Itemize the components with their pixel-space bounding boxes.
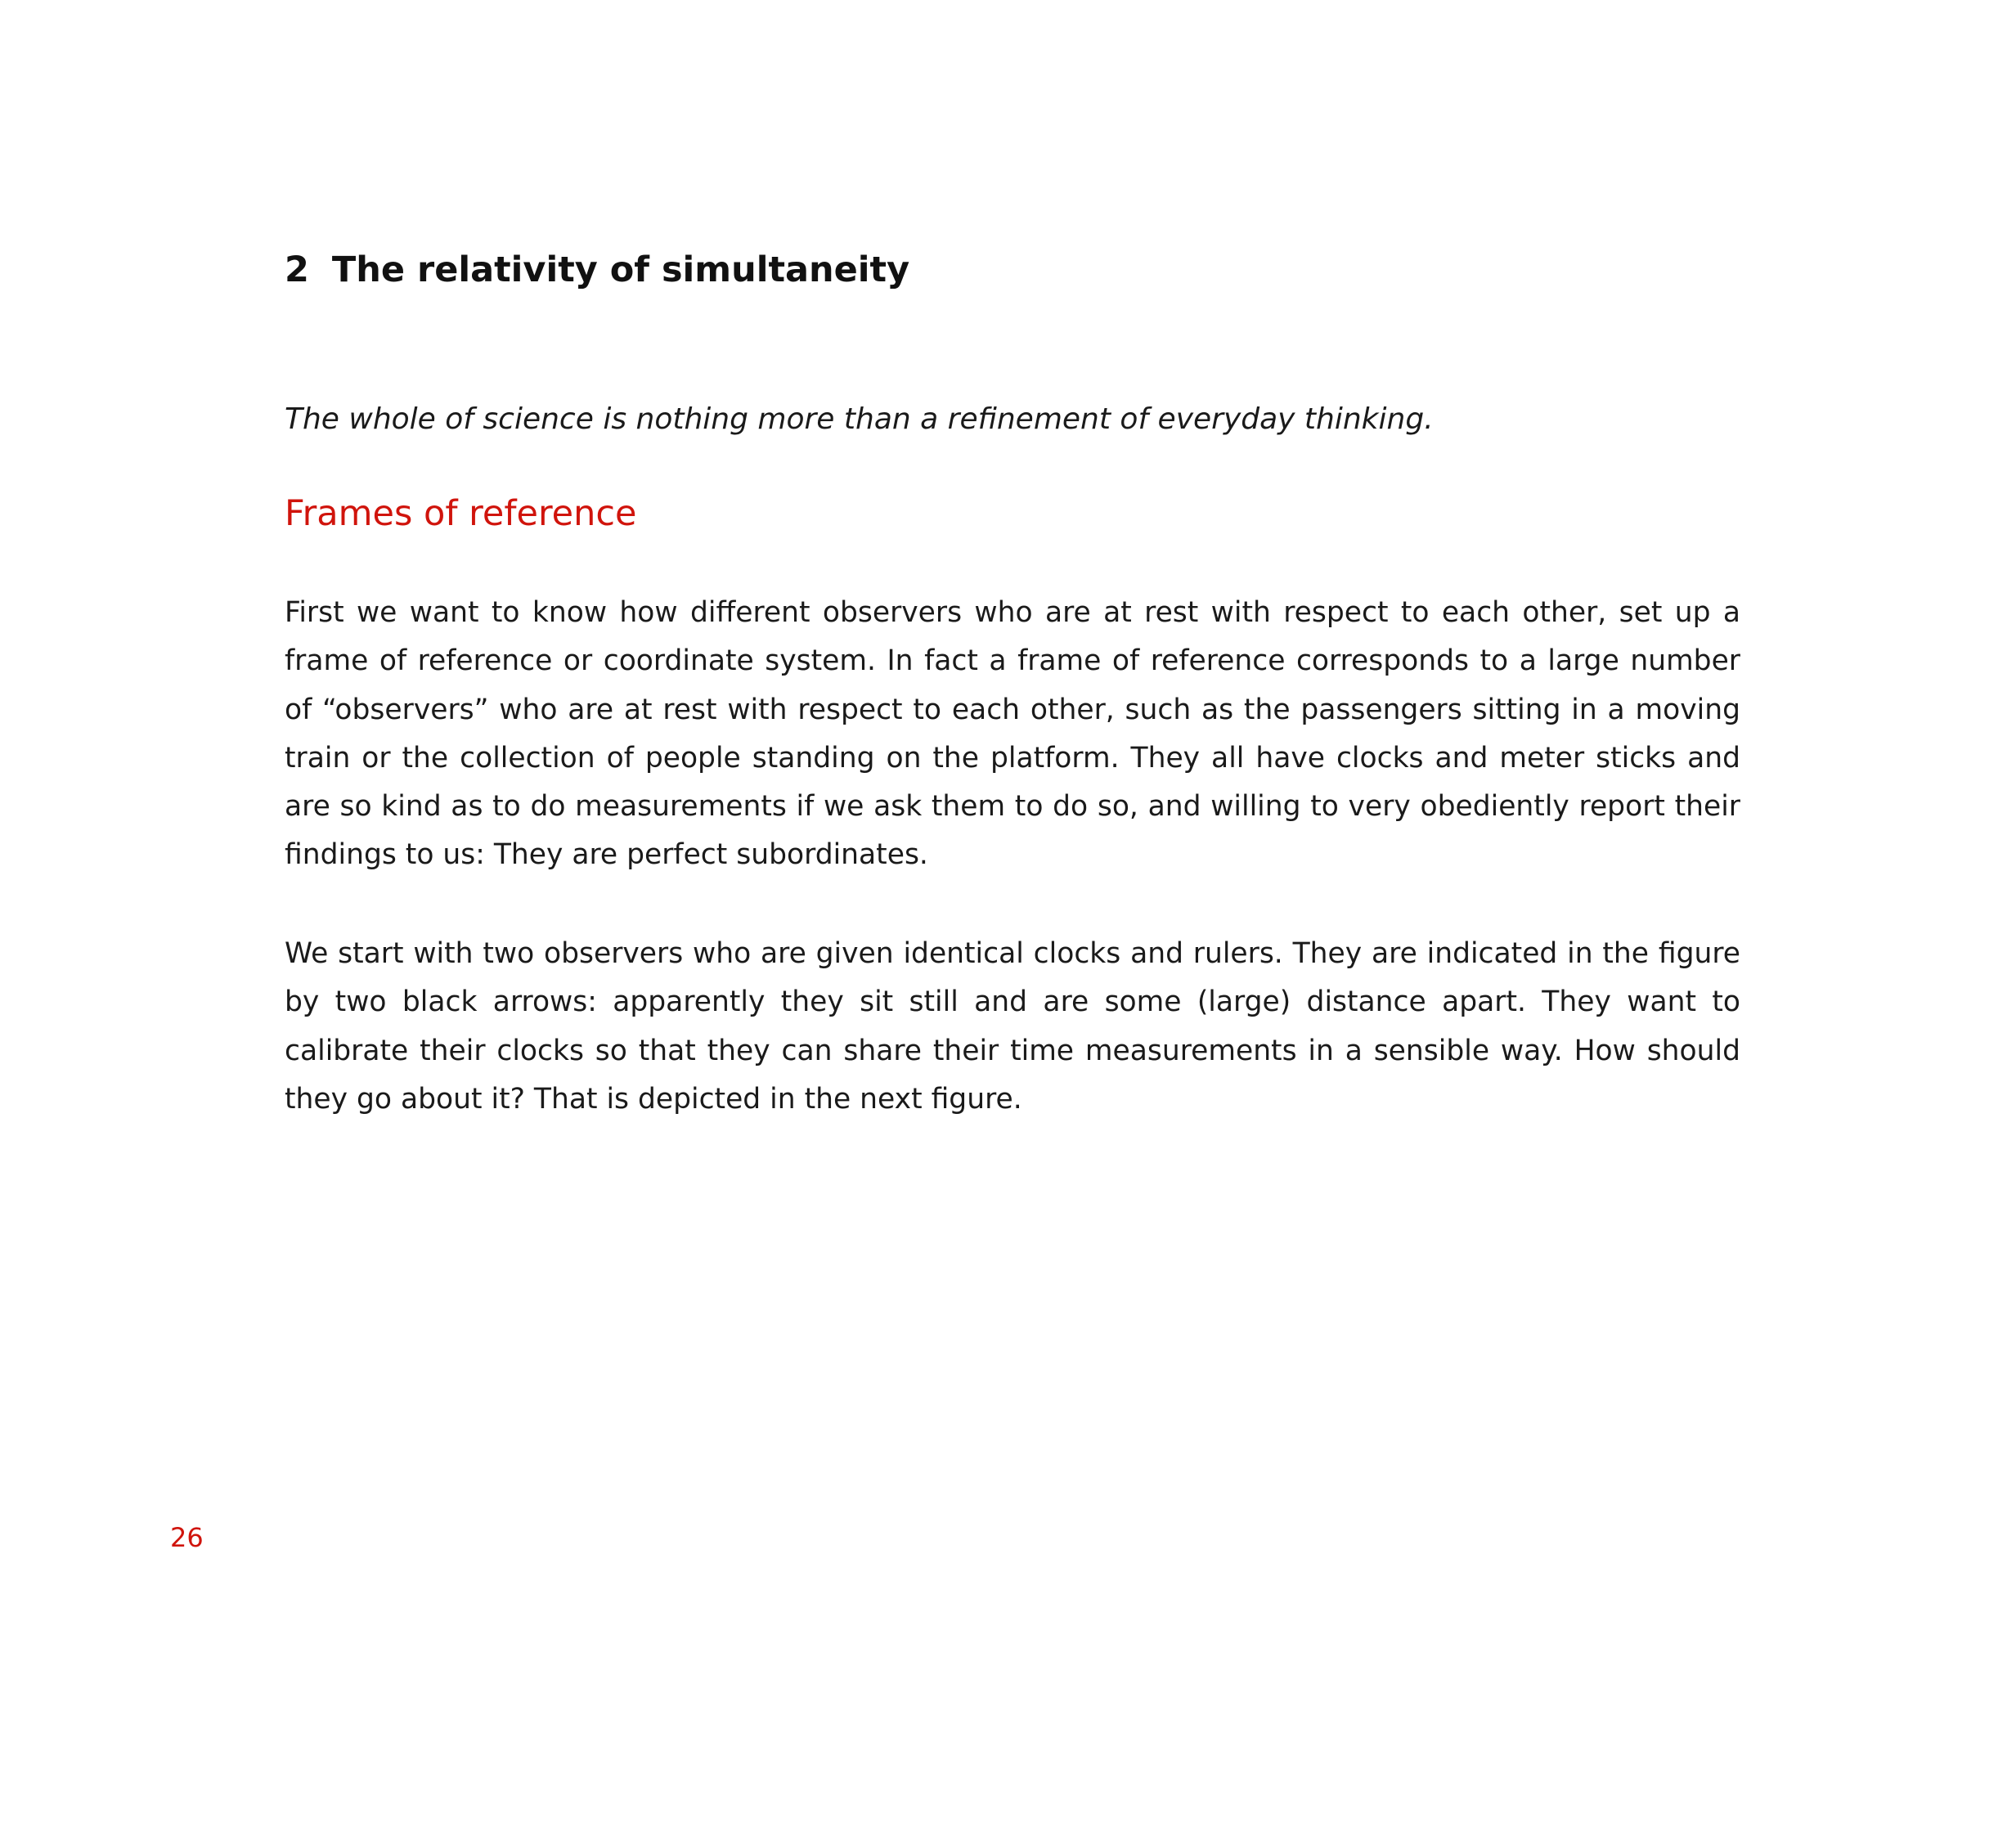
page-number: 26 xyxy=(170,1522,204,1553)
chapter-number: 2 xyxy=(285,249,309,290)
chapter-title xyxy=(285,245,909,294)
body-paragraph: First we want to know how different observers who are at rest with respect to each other, set up a frame of reference or coordinate system. In fact a frame of reference corresponds to a large number of “observers” who are at rest with respect to each other, such as the passengers sitting in a moving train or the collection of people standing on the platform. They all have clocks and meter sticks and are so kind as to do measurements if we ask them to do so, and willing to very obediently report their findings to us: They are perfect subordinates. xyxy=(285,596,1740,872)
body-paragraph: We start with two observers who are given identical clocks and rulers. They are indicated in the figure by two black arrows: apparently they sit still and are some (large) distance apart. They want to calibrate their clocks so that they can share their time measurements in a sensible way. How should they go about it? That is depicted in the next figure. xyxy=(285,937,1740,1116)
section-heading: Frames of reference xyxy=(285,493,637,534)
epigraph: The whole of science is nothing more than a refinement of everyday thinking. xyxy=(285,402,1434,436)
chapter-title-text: The relativity of simultaneity xyxy=(331,249,910,290)
